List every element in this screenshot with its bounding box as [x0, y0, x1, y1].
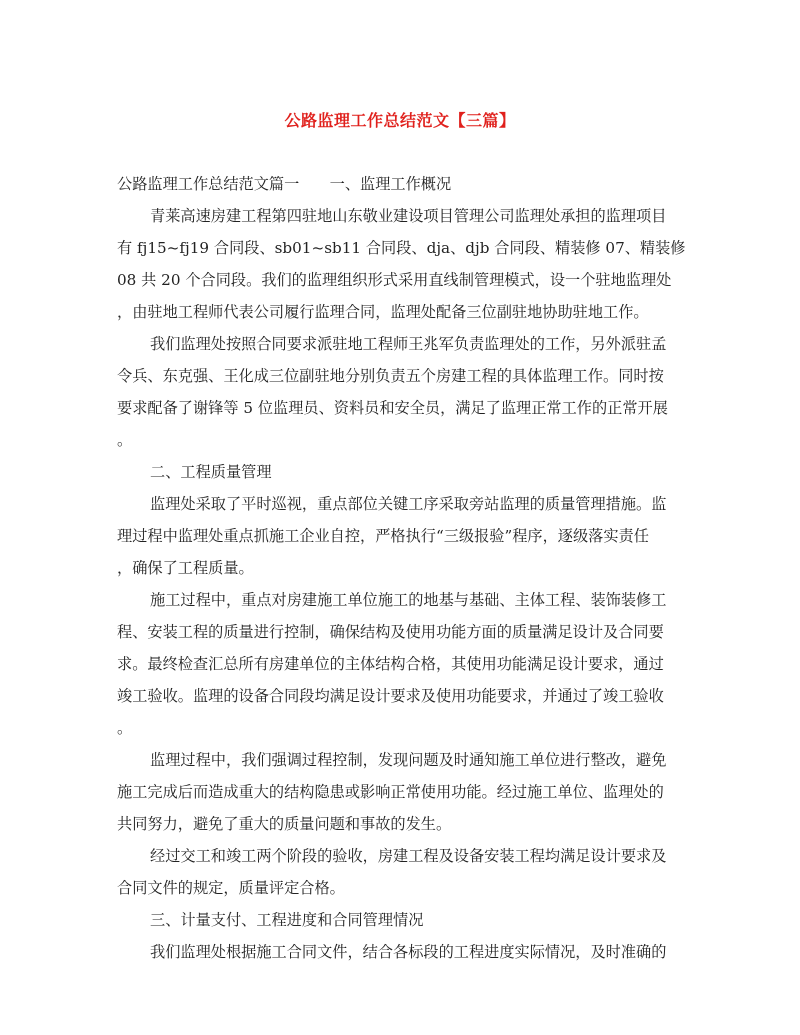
paragraph-line: ，确保了工程质量。: [117, 559, 254, 577]
paragraph-line: 青莱高速房建工程第四驻地山东敬业建设项目管理公司监理处承担的监理项目: [150, 207, 667, 225]
paragraph-line: 。: [117, 719, 133, 737]
paragraph-line: 要求配备了谢锋等 5 位监理员、资料员和安全员，满足了监理正常工作的正常开展: [117, 399, 668, 417]
paragraph-line: 经过交工和竣工两个阶段的验收，房建工程及设备安装工程均满足设计要求及: [150, 847, 667, 865]
paragraph-line: 有 fj15~fj19 合同段、sb01~sb11 合同段、dja、djb 合同段、精装修 07、精装修: [117, 239, 686, 257]
section-heading-line: 公路监理工作总结范文篇一 一、监理工作概况: [117, 175, 452, 193]
paragraph-line: ，由驻地工程师代表公司履行监理合同，监理处配备三位副驻地协助驻地工作。: [117, 303, 649, 321]
paragraph-line: 程、安装工程的质量进行控制，确保结构及使用功能方面的质量满足设计及合同要: [117, 623, 664, 641]
paragraph-line: 监理处采取了平时巡视，重点部位关键工序采取旁站监理的质量管理措施。监: [150, 495, 667, 513]
paragraph-line: 我们监理处根据施工合同文件，结合各标段的工程进度实际情况，及时准确的: [150, 943, 667, 961]
paragraph-line: 施工过程中，重点对房建施工单位施工的地基与基础、主体工程、装饰装修工: [150, 591, 667, 609]
paragraph-line: 施工完成后而造成重大的结构隐患或影响正常使用功能。经过施工单位、监理处的: [117, 783, 664, 801]
paragraph-line: 合同文件的规定，质量评定合格。: [117, 879, 345, 897]
paragraph-line: 求。最终检查汇总所有房建单位的主体结构合格，其使用功能满足设计要求，通过: [117, 655, 664, 673]
document-title: 公路监理工作总结范文【三篇】: [284, 111, 516, 130]
paragraph-line: 竣工验收。监理的设备合同段均满足设计要求及使用功能要求，并通过了竣工验收: [117, 687, 664, 705]
section-heading: 二、工程质量管理: [150, 463, 272, 481]
section-heading: 三、计量支付、工程进度和合同管理情况: [150, 911, 424, 929]
paragraph-line: 令兵、东克强、王化成三位副驻地分别负责五个房建工程的具体监理工作。同时按: [117, 367, 664, 385]
paragraph-line: 监理过程中，我们强调过程控制，发现问题及时通知施工单位进行整改，避免: [150, 751, 667, 769]
paragraph-line: 。: [117, 431, 133, 449]
paragraph-line: 理过程中监理处重点抓施工企业自控，严格执行“三级报验”程序，逐级落实责任: [117, 527, 649, 545]
paragraph-line: 我们监理处按照合同要求派驻地工程师王兆军负责监理处的工作，另外派驻孟: [150, 335, 667, 353]
paragraph-line: 08 共 20 个合同段。我们的监理组织形式采用直线制管理模式，设一个驻地监理处: [117, 271, 672, 289]
paragraph-line: 共同努力，避免了重大的质量问题和事故的发生。: [117, 815, 452, 833]
